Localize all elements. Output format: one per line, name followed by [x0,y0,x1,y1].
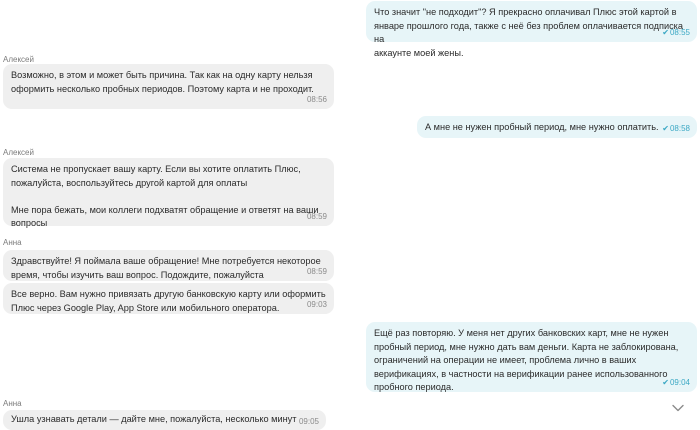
message-incoming[interactable] [3,283,334,314]
message-author: Анна [3,399,22,408]
message-time: 09:05 [298,417,319,426]
message-time: 08:55 [669,28,690,37]
double-check-icon: ✔ [662,378,669,387]
message-meta [307,95,327,105]
message-meta [662,124,690,134]
message-author: Алексей [3,148,34,157]
message-outgoing[interactable] [366,322,697,392]
message-incoming[interactable] [3,158,334,229]
message-text: Все верно. Вам нужно привязать другую банковскую карту или оформить Плюс через Google Play, App Store или мобильного оператора. [11,289,326,313]
message-text: Ушла узнавать детали — дайте мне, пожалуйста, несколько минут [11,414,297,424]
message-outgoing[interactable] [417,116,697,138]
message-incoming[interactable] [3,410,326,430]
message-incoming[interactable] [3,250,334,281]
message-text: А мне не нужен пробный период, мне нужно оплатить. [425,122,659,132]
message-author: Алексей [3,55,34,64]
message-meta [307,212,327,222]
chevron-down-icon [671,401,685,415]
message-incoming[interactable] [3,64,334,109]
message-text: Возможно, в этом и может быть причина. Так как на одну карту нельзя оформить несколько пробных периодов. Поэтому карта и не проходит. [11,70,314,94]
scroll-to-bottom-button[interactable] [668,398,688,418]
double-check-icon: ✔ [662,124,669,133]
message-time: 09:04 [669,378,690,387]
message-time: 08:58 [669,124,690,133]
message-outgoing[interactable] [366,1,697,58]
message-meta [662,28,690,38]
message-meta [307,300,327,310]
message-author: Анна [3,238,22,247]
message-meta [662,378,690,388]
message-text: Ещё раз повторяю. У меня нет других банковских карт, мне не нужен пробный период, мне нужно дать вам деньги. Карта не заблокирована, ограничений на операции не имеет, проблема лично в ваших верификациях, в частности на верификации ранее использованного пробного периода. [374,328,679,393]
message-time: 09:03 [306,300,327,309]
message-text: Что значит "не подходит"? Я прекрасно оплачивал Плюс этой картой в январе прошлого года, также с неё без проблем оплачивается подписка на аккаунте моей жены. [374,7,684,58]
message-time: 08:59 [306,267,327,276]
message-text: Здравствуйте! Я поймала ваше обращение! Мне потребуется некоторое время, чтобы изучить ваш вопрос. Подождите, пожалуйста [11,256,321,280]
message-meta [299,417,319,427]
message-time: 08:59 [306,212,327,221]
message-text: Система не пропускает вашу карту. Если вы хотите оплатить Плюс, пожалуйста, воспользуйтесь другой картой для оплаты Мне пора бежать, мои коллеги подхватят обращение и ответят на ваши вопросы [11,164,319,229]
double-check-icon: ✔ [662,28,669,37]
message-time: 08:56 [306,95,327,104]
message-meta [307,267,327,277]
